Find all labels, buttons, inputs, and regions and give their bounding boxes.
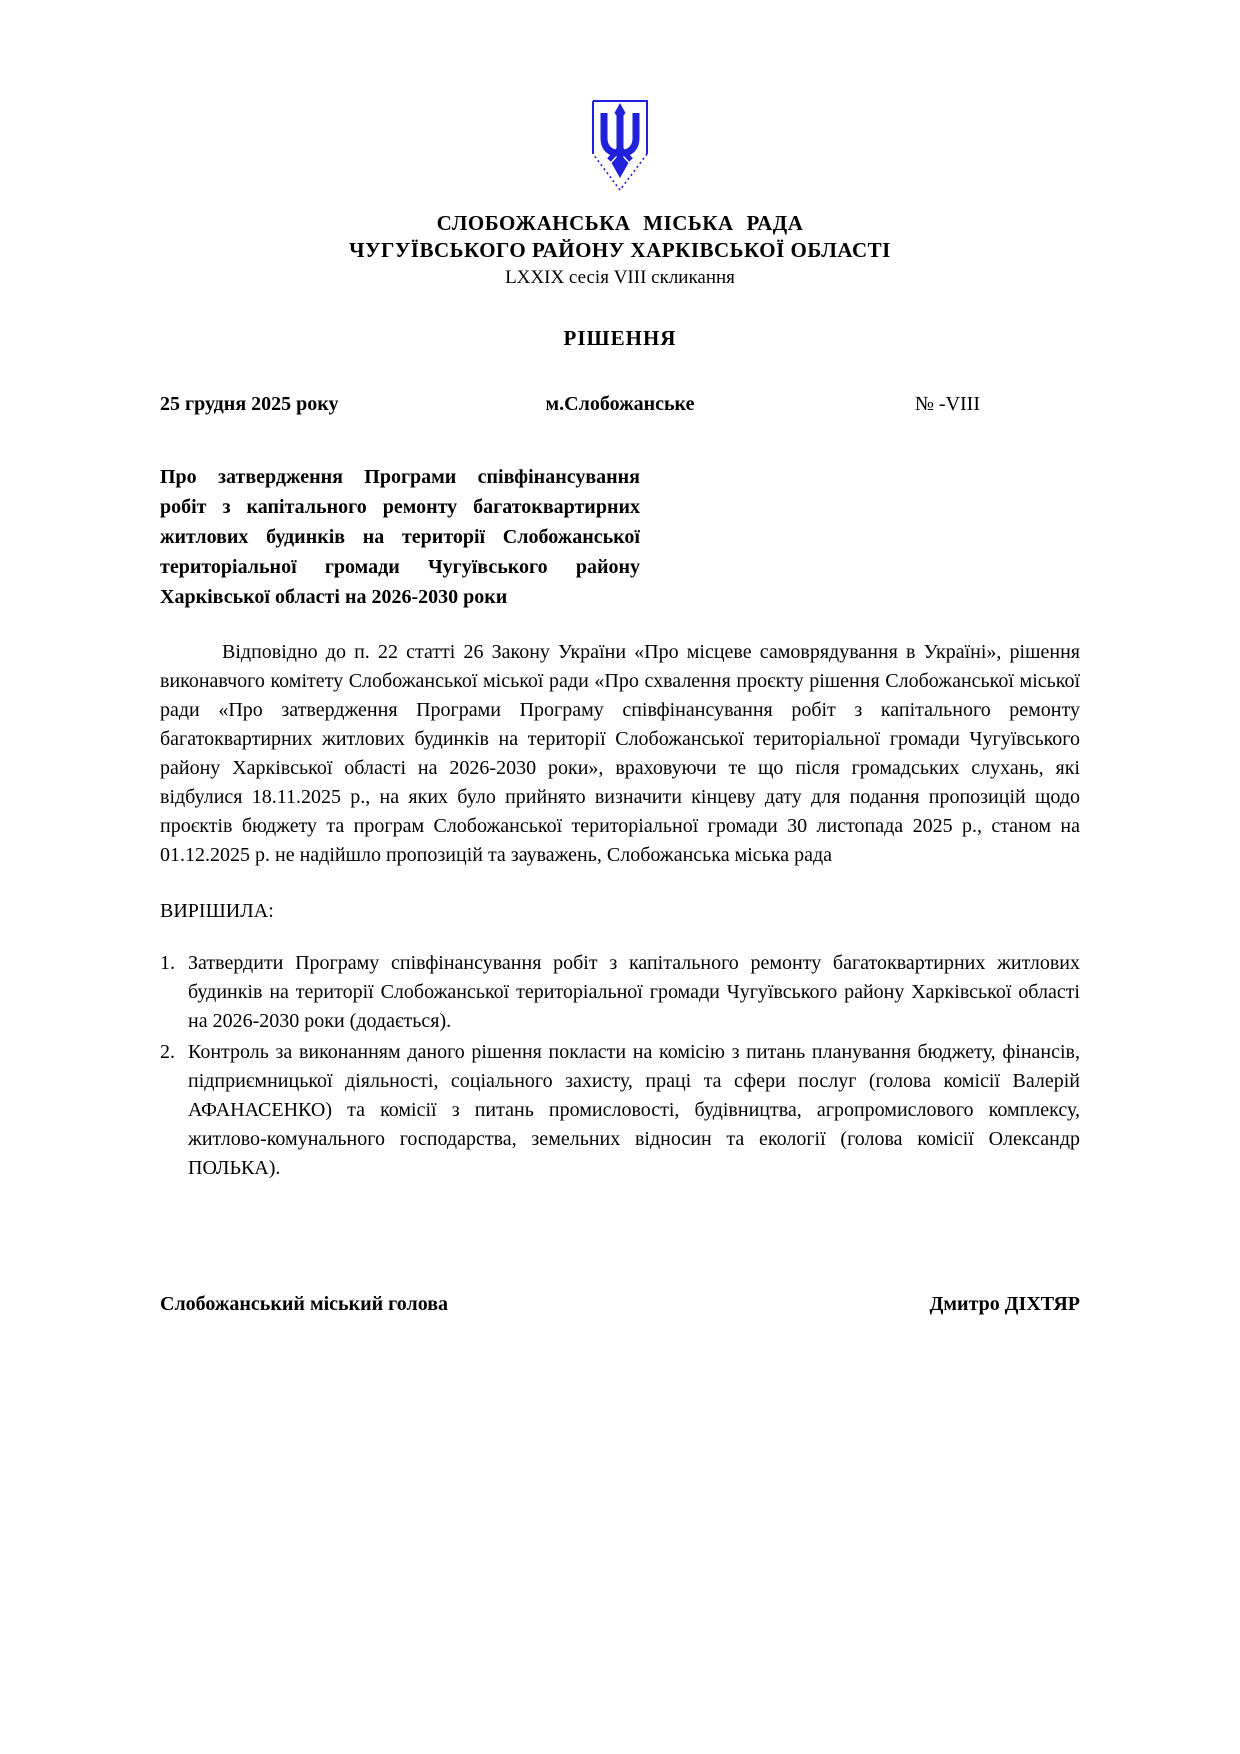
document-place: м.Слобожанське <box>545 393 695 416</box>
document-type-title: РІШЕННЯ <box>563 326 677 351</box>
resolution-number: 2. <box>160 1041 175 1064</box>
ukraine-trident-icon <box>587 96 653 196</box>
org-header <box>160 210 1080 290</box>
emblem-container <box>160 96 1080 196</box>
meta-row <box>160 393 1080 416</box>
session-line: LXXIX сесія VIII скликання <box>505 266 735 288</box>
signature-row <box>160 1293 1080 1316</box>
subject-paragraph: Про затвердження Програми співфінансування робіт з капітального ремонту багатоквартирних житлових будинків на території Слобожанської територіальної громади Чугуївського району Харківської області на 2026-2030 роки <box>160 466 640 609</box>
resolutions-list <box>160 949 1080 1183</box>
org-region: ЧУГУЇВСЬКОГО РАЙОНУ ХАРКІВСЬКОЇ ОБЛАСТІ <box>349 237 891 262</box>
org-name: СЛОБОЖАНСЬКА МІСЬКА РАДА <box>436 211 804 235</box>
signatory-position: Слобожанський міський голова <box>160 1293 448 1316</box>
signatory-name: Дмитро ДІХТЯР <box>929 1293 1080 1316</box>
resolution-number: 1. <box>160 952 175 975</box>
body-paragraph: Відповідно до п. 22 статті 26 Закону України «Про місцеве самоврядування в Україні», рішення виконавчого комітету Слобожанської міської ради «Про схвалення проєкту рішення Слобожанської міської ради «Про затвердження Програми Програму співфінансування робіт з капітального ремонту багатоквартирних житлових будинків на території Слобожанської територіальної громади Чугуївського району Харківської області на 2026-2030 роки», враховуючи те що після громадських слухань, які відбулися 18.11.2025 р., на яких було прийнято визначити кінцеву дату для подання пропозицій щодо проєктів бюджету та програм Слобожанської територіальної громади 30 листопада 2025 р., станом на 01.12.2025 р. не надійшло пропозицій та зауважень, Слобожанська міська рада <box>160 641 1080 867</box>
resolution-item <box>160 949 1080 1036</box>
resolution-item <box>160 1038 1080 1183</box>
document-date: 25 грудня 2025 року <box>160 393 339 416</box>
resolution-text: Затвердити Програму співфінансування робіт з капітального ремонту багатоквартирних житлових будинків на території Слобожанської територіальної громади Чугуївського району Харківської області на 2026-2030 роки (додається). <box>188 952 1080 1033</box>
resolution-text: Контроль за виконанням даного рішення покласти на комісію з питань планування бюджету, фінансів, підприємницької діяльності, соціального захисту, праці та сфери послуг (голова комісії Валерій АФАНАСЕНКО) та комісії з питань промисловості, будівництва, агропромислового комплексу, житлово-комунального господарства, земельних відносин та екології (голова комісії Олександр ПОЛЬКА). <box>188 1041 1080 1180</box>
resolved-label: ВИРІШИЛА: <box>160 900 274 923</box>
document-number: № -VIII <box>914 393 980 416</box>
